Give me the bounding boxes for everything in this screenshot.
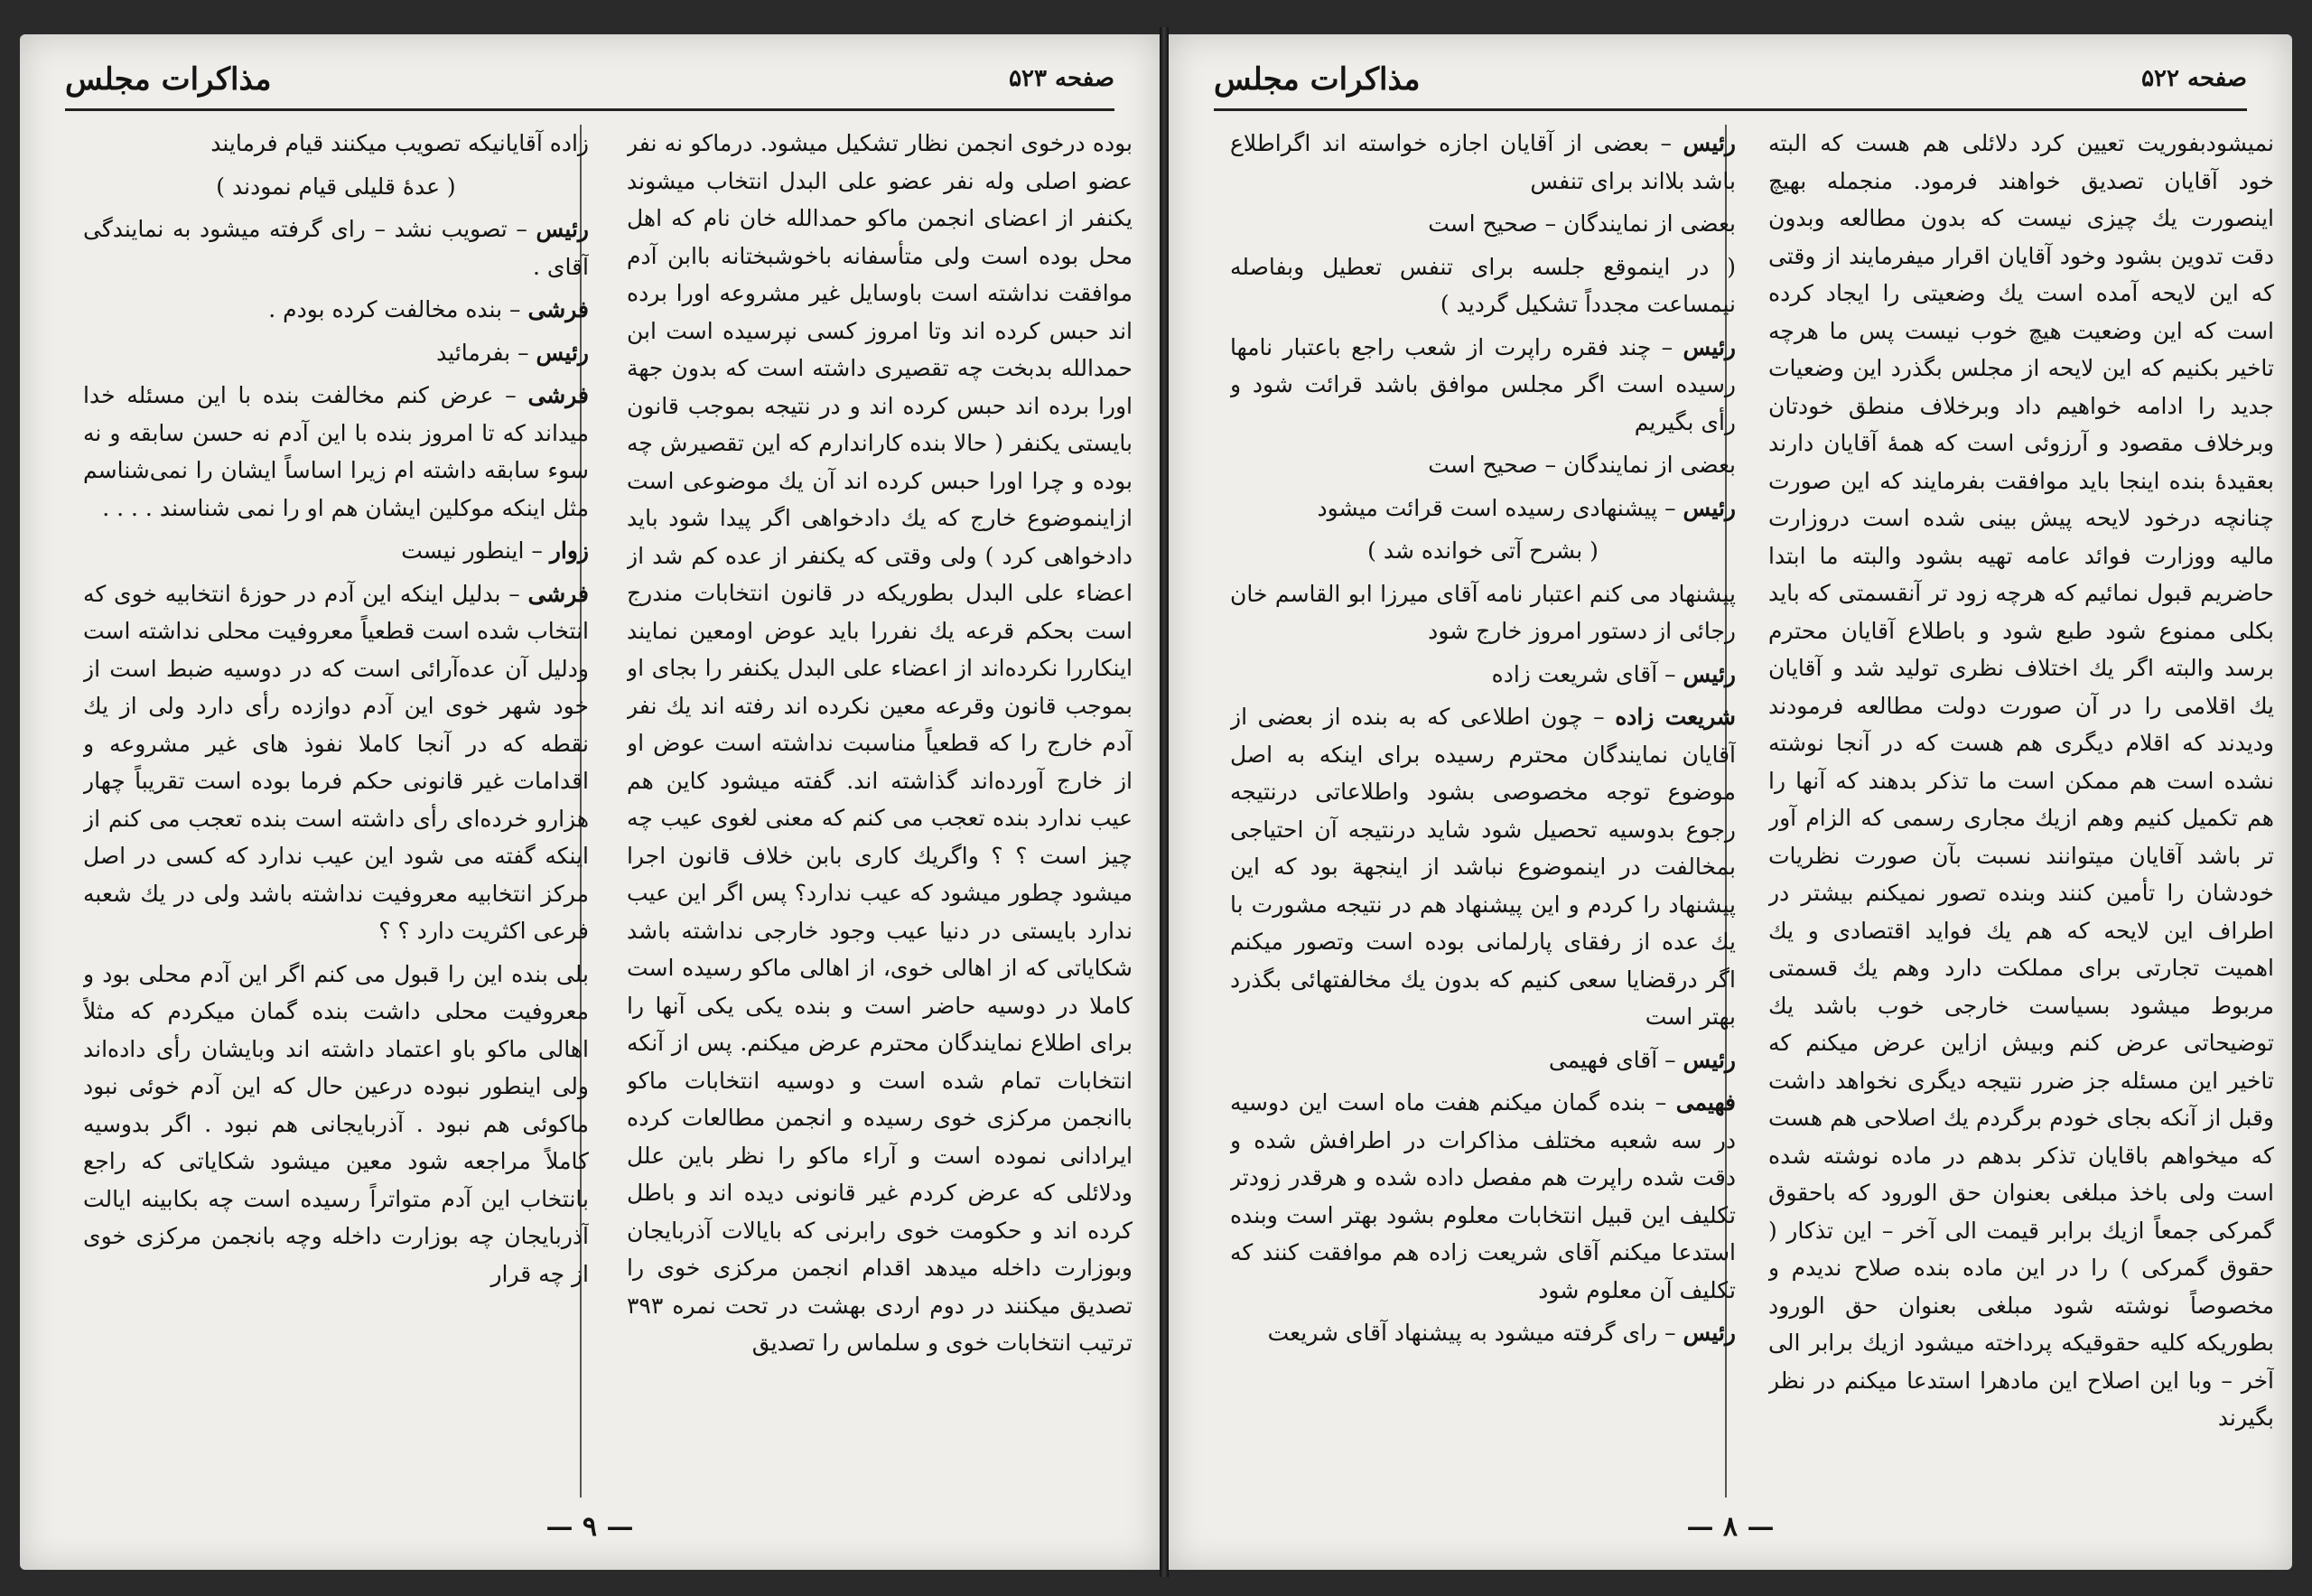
paragraph [1230,248,1736,323]
paragraph-text: ( عدهٔ قلیلی قیام نمودند ) [216,173,456,200]
paragraph [1230,205,1736,243]
book-gutter [1160,27,1169,1577]
paragraph [1230,1314,1736,1352]
left-page-column-2 [83,125,589,1498]
paragraph-text: – بنده گمان میکنم هفت ماه است این دوسیه در سه شعبه مختلف مذاکرات در اطرافش شده و دقت شده راپرت هم مفصل داده شده و هرقدر زودتر تکلیف این قبیل انتخابات معلوم بشود بهتر است وبنده استدعا میکنم آقای شریعت زاده هم موافقت کنند که تکلیف آن معلوم شود [1230,1089,1736,1303]
paragraph [627,125,1133,1362]
speaker-name: فهیمی [1675,1089,1736,1115]
left-folio: — ۹ — [545,1511,634,1543]
paragraph-text: – تصویب نشد – رای گرفته میشود به نمایندگی آقای . [83,216,589,280]
paragraph [1230,656,1736,694]
speaker-name: رئیس [1683,1320,1736,1346]
paragraph-text: بعضی از نمایندگان – صحیح است [1428,452,1736,478]
left-page [20,34,1160,1570]
paragraph [1230,490,1736,527]
paragraph-text: – اینطور نیست [401,537,550,564]
paragraph [83,168,589,206]
paragraph [1230,698,1736,1036]
left-page-column-1 [627,125,1133,1498]
right-page-header [1214,54,2247,111]
paragraph-text: – رای گرفته میشود به پیشنهاد آقای شریعت [1267,1320,1683,1346]
right-header-title: مذاکرات مجلس [1214,61,1421,98]
paragraph [83,575,589,950]
speaker-name: رئیس [1683,333,1736,360]
speaker-name: فرشی [527,580,589,607]
paragraph [83,291,589,329]
paragraph [83,210,589,285]
paragraph [1230,575,1736,650]
speaker-name: رئیس [1683,660,1736,687]
paragraph-text: ( بشرح آتی خوانده شد ) [1367,537,1599,564]
paragraph [1230,1084,1736,1309]
paragraph [83,334,589,372]
paragraph-text: – پیشنهادی رسیده است قرائت میشود [1317,494,1683,521]
paragraph [1230,329,1736,442]
right-page-column-2 [1230,125,1736,1498]
speaker-name: رئیس [536,339,589,366]
left-header-page-number: صفحه ۵۲۳ [1009,65,1114,92]
speaker-name: رئیس [1683,130,1736,156]
paragraph-text: ( در اینموقع جلسه برای تنفس تعطیل وبفاصله نیمساعت مجدداً تشکیل گردید ) [1230,253,1736,317]
paragraph-text: – چون اطلاعی که به بنده از بعضی از آقایان نمایندگان محترم رسیده برای اینکه به اصل موضوع توجه مخصوصی بشود واطلاعاتی درنتیجه رجوع بدوسیه تحصیل شود شاید درنتیجه آن احتیاجی بمخالفت در اینموضوع نباشد از اینجهة بود که این پیشنهاد را کردم و این پیشنهاد هم در نتیجه مشورت با یك عده از رفقای پارلمانی بوده است وتصور میکنم اگر درقضایا سعی کنیم که بدون یك مخالفتهائی بگذرد بهتر است [1230,704,1736,1030]
right-page [1169,34,2292,1570]
paragraph-text: – بعضی از آقایان اجازه خواسته اند اگراطلاع باشد بلااند برای تنفس [1230,130,1736,194]
paragraph [83,125,589,163]
paragraph-text: بعضی از نمایندگان – صحیح است [1428,210,1736,237]
speaker-name: رئیس [1683,494,1736,521]
right-header-page-number: صفحه ۵۲۲ [2141,65,2247,92]
speaker-name: فرشی [527,382,589,408]
right-folio: — ۸ — [1686,1511,1775,1543]
paragraph-text: – بفرمائید [436,339,536,366]
paragraph-text: – بنده مخالفت کرده بودم . [268,296,528,322]
paragraph [1230,125,1736,200]
paragraph-text: – آقای فهیمی [1548,1046,1683,1073]
right-page-column-1 [1768,125,2274,1498]
paragraph [1230,1041,1736,1079]
paragraph-text: بوده درخوی انجمن نظار تشکیل میشود. درماکو نه نفر عضو اصلی وله نفر عضو علی البدل انتخاب میشوند یکنفر از اعضای انجمن ماکو حمدالله خان نام که اهل محل بوده است ولی متأسفانه باخوشبختانه باابن آدم موافقت نداشته است باوسایل غیر مشروعه اورا برده اند حبس کرده اند وتا امروز کسی نپرسیده است ابن حمدالله بدبخت چه تقصیری داشته است که بدون جهة اورا برده اند حبس کرده اند و در نتیجه بموجب قانون بایستی یکنفر ( حالا بنده کاراندارم که این تقصیرش چه بوده و چرا اورا حبس کرده اند آن یك موضوعی است ازاینموضوع خارج که یك دادخواهی اگر پیدا شود باید دادخواهی کرد ) ولی وقتی که یکنفر از عده کم شد از اعضاء علی البدل بطوریکه در قانون انتخابات مندرج است بحکم قرعه یك نفررا باید عوض اومعین نمایند اینکاررا نکرده‌اند از اعضاء علی البدل یکنفر را بجای او بموجب قانون وقرعه معین نکرده اند رفته اند یك نفر آدم خارج را که قطعیاً مناسبت نداشته است عوض او از خارج آورده‌اند گذاشته اند. گفته میشود کاین هم عیب ندارد بنده تعجب می کنم که معنی لغوی عیب چه چیز است ؟ ؟ واگریك کاری بابن خلاف قانون اجرا میشود چطور میشود که عیب ندارد؟ پس اگر این عیب ندارد بایستی در دنیا عیب وجود خارجی نداشته باشد شکایاتی که از اهالی خوی، از اهالی ماکو رسیده است کاملا در دوسیه حاضر است و بنده یکی یکی آنها را برای اطلاع نمایندگان محترم عرض میکنم. پس از آنکه انتخابات تمام شده است و دوسیه انتخابات ماکو باانجمن مرکزی خوی رسیده و انجمن مطالعات کرده ایرادانی نموده است و آراء ماکو را نظر باین علل ودلائلی که عرض کردم غیر قانونی دیده اند و باطل کرده اند و حکومت خوی رابرنی که بایالات آذربایجان وبوزارت داخله میدهد اقدام انجمن مرکزی خوی را تصدیق میکنند در دوم اردی بهشت در تحت نمره ۳۹۳ ترتیب انتخابات خوی و سلماس را تصدیق [627,130,1133,1356]
speaker-name: رئیس [536,216,589,242]
left-page-header [65,54,1114,111]
speaker-name: فرشی [527,296,589,322]
speaker-name: زوار [549,537,589,564]
paragraph [83,532,589,570]
paragraph [1768,125,2274,1437]
paragraph [1230,532,1736,570]
paragraph-text: – چند فقره راپرت از شعب راجع باعتبار نامها رسیده است اگر مجلس موافق باشد قرائت شود و رأی بگیریم [1230,333,1736,435]
paragraph [83,377,589,527]
paragraph-text: – عرض کنم مخالفت بنده با این مسئله خدا میداند که تا امروز بنده با این آدم نه حسن سابقه و نه سوء سابقه داشته ام زیرا اساساً ایشان را نمی‌شناسم مثل اینکه موکلین ایشان هم او را نمی شناسند . . . . [83,382,589,521]
paragraph [83,956,589,1293]
paragraph-text: پیشنهاد می کنم اعتبار نامه آقای میرزا ابو القاسم خان رجائی از دستور امروز خارج شود [1230,580,1736,644]
paragraph-text: بلی بنده این را قبول می کنم اگر این آدم محلی بود و معروفیت محلی داشت بنده گمان میکردم که مثلاً اهالی ماکو باو اعتماد داشته اند وبایشان رأی داده‌اند ولی اینطور نبوده درعین حال که این آدم خوئی نبود ماکوئی هم نبود . آذربایجانی هم نبود . اگر بدوسیه کاملاً مراجعه شود معین میشود شکایاتی که راجع بانتخاب این آدم متواتراً رسیده است چه بکابینه ایالت آذربایجان چه بوزارت داخله وچه بانجمن مرکزی خوی از چه قرار [83,960,589,1287]
paragraph-text: نمیشودبفوریت تعیین کرد دلائلی هم هست که البته خود آقایان تصدیق خواهند فرمود. منجمله بهیچ اینصورت یك چیزی نیست که بدون مطالعه وبدون دقت تدوین بشود وخود آقایان اقرار میفرمایند از وقتی که این لایحه آمده است یك وضعیتی را ایجاد کرده است که این وضعیت هیچ خوب نیست پس ما هرچه تاخیر بکنیم که این لایحه از مجلس بگذرد این وضعیات جدید را ادامه خواهیم داد وبرخلاف منطق خودتان وبرخلاف مقصود و آرزوئی است که همهٔ آقایان دارند بعقیدهٔ بنده اینجا باید موافقت بفرمایند که این صورت چنانچه درخود لایحه پیش بینی شده است دروزارت مالیه ووزارت فوائد عامه تهیه بشود والبته ما ابتدا حاضریم قبول نمائیم که هرچه زود تر آنقسمتی که باید بکلی ممنوع شود طبع شود و باطلاع آقایان محترم برسد والبته اگر یك اختلاف نظری تولید شد و آقایان یك اقلامی را در آن صورت دولت مطالعه فرمودند ودیدند که اقلام دیگری هم هست که در آنجا نوشته نشده است هم ممکن است ما تذکر بدهند که آنها را هم تکمیل کنیم وهم ازیك مجاری رسمی که الزام آور تر باشد آقایان میتوانند نسبت بآن صورت نظریات خودشان را تأمین کنند وبنده تصور نمیکنم بیشتر در اطراف این لایحه که هم یك فواید اقتصادی و یك اهمیت تجارتی برای مملکت دارد وهم یك قسمتی مربوط میشود بسیاست خارجی خوب باشد یك توضیحاتی عرض کنم وبیش ازاین عرض میکنم که تاخیر این مسئله جز ضرر نتیجه دیگری نخواهد داشت وقبل از آنکه بجای خودم برگردم یك اصلاحی هم هست که میخواهم باقایان تذکر بدهم در ماده نوشته شده است ولی باخذ مبلغی بعنوان حق الورود که باحقوق گمرکی جمعاً ازیك برابر قیمت الی آخر – این تذکار ( حقوق گمرکی ) را در این ماده بنده صلاح ندیدم و مخصوصاً نوشته شود مبلغی بعنوان حق الورود بطوریکه کلیه حقوقیکه پرداخته میشود ازیك برابر الی آخر – وبا این اصلاح این مادهرا استدعا میکنم در نظر بگیرند [1768,130,2274,1431]
paragraph-text: – بدلیل اینکه این آدم در حوزهٔ انتخابیه خوی که انتخاب شده است قطعیاً معروفیت محلی نداشته است ودلیل آن عده‌آرائی است که در دوسیه ضبط است از خود شهر خوی این آدم دوازده رأی دارد ولی از یك نقطه که در آنجا کاملا نفوذ های غیر مشروعه و اقدامات غیر قانونی حکم فرما بوده است تقریباً چهار هزارو خرده‌ای رأی داشته است بنده تعجب می کنم از اینکه گفته می شود این عیب ندارد که کسی در اصل مرکز انتخابیه معروفیت نداشته باشد ولی در یك شعبه فرعی اکثریت دارد ؟ ؟ [83,580,589,944]
paragraph-text: زاده آقایانیکه تصویب میکنند قیام فرمایند [210,130,589,156]
paragraph-text: – آقای شریعت زاده [1491,660,1683,687]
speaker-name: شریعت زاده [1615,704,1736,730]
speaker-name: رئیس [1683,1046,1736,1073]
left-header-title: مذاکرات مجلس [65,61,272,98]
paragraph [1230,446,1736,484]
